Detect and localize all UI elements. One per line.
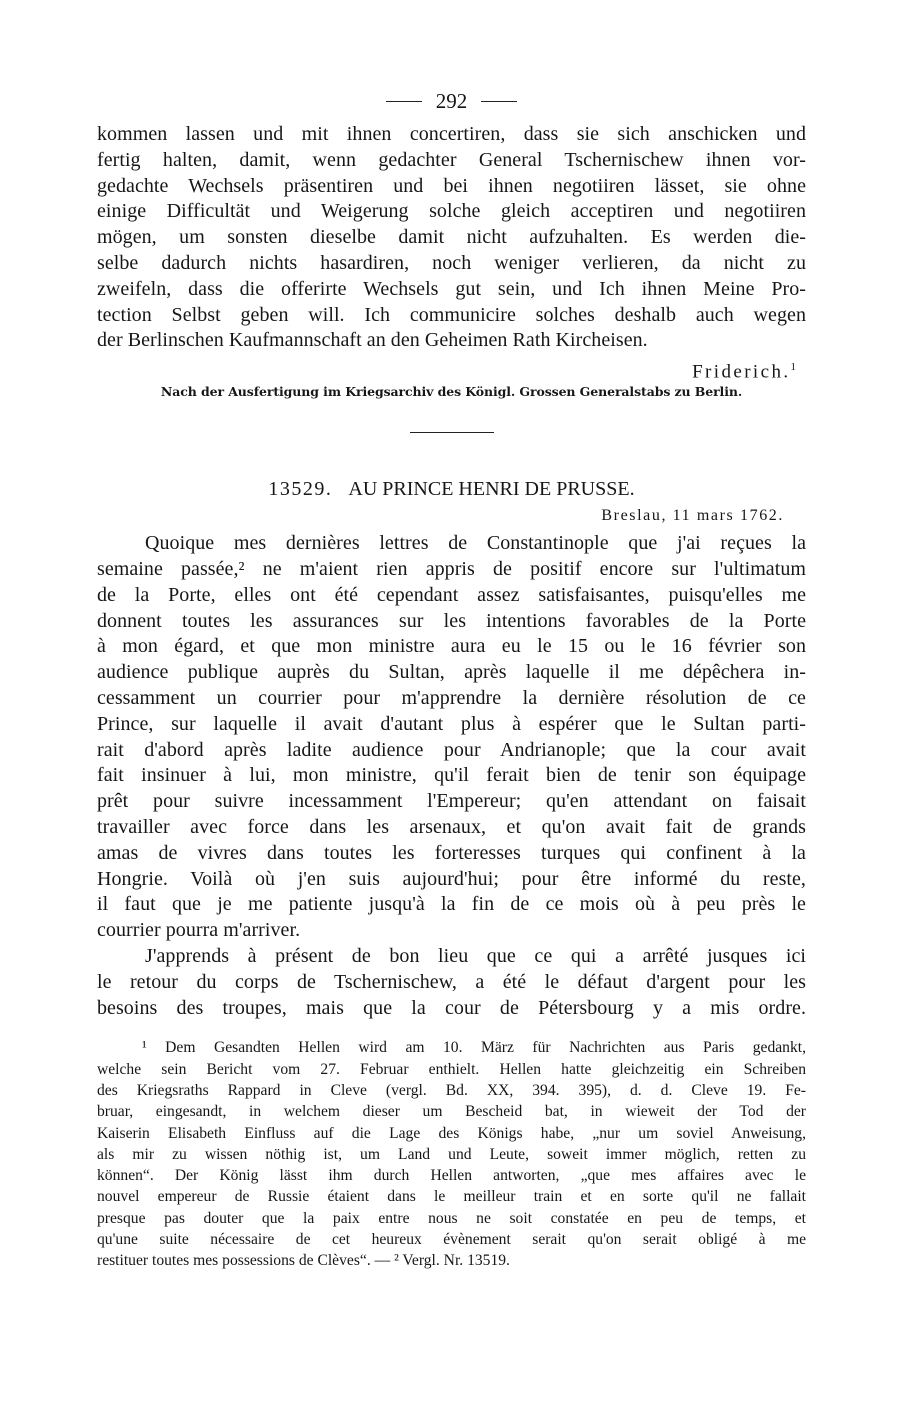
source-note: Nach der Ausfertigung im Kriegsarchiv des Königl. Grossen Generalstabs zu Berlin. <box>160 384 743 400</box>
text-line: travailler avec force dans les arsenaux, et qu'on avait fait de grands <box>97 815 806 838</box>
text-line: zweifeln, dass die offerirte Wechsels gut sein, und Ich ihnen Meine Pro- <box>97 277 806 300</box>
text-line: gedachte Wechsels präsentiren und bei ihnen negotiiren lässet, sie ohne <box>97 174 806 197</box>
footnotes <box>97 1037 806 1271</box>
section-divider <box>410 432 494 433</box>
text-line: amas de vivres dans toutes les forteresses turques qui confinent à la <box>97 841 806 864</box>
text-line: selbe dadurch nichts hasardiren, noch weniger verlieren, da nicht zu <box>97 251 806 274</box>
letter-paragraph-1 <box>97 531 806 944</box>
footnote-line: restituer toutes mes possessions de Clèves“. — ² Vergl. Nr. 13519. <box>97 1252 510 1270</box>
text-line: J'apprends à présent de bon lieu que ce qui a arrêté jusques ici <box>145 944 806 967</box>
page-number: 292 <box>435 89 468 113</box>
signature-name: Friderich. <box>692 361 791 383</box>
text-line: le retour du corps de Tschernischew, a été le défaut d'argent pour les <box>97 970 806 993</box>
document-page <box>97 84 806 1272</box>
header-dash-left <box>386 101 422 102</box>
text-line: rait d'abord après ladite audience pour Andrianople; que la cour avait <box>97 738 806 761</box>
letter-place-date: Breslau, 11 mars 1762. <box>601 507 784 525</box>
text-line: fertig halten, damit, wenn gedachter General Tschernischew ihnen vor- <box>97 148 806 171</box>
signature <box>97 354 806 383</box>
text-line: semaine passée,² ne m'aient rien appris de positif encore sur l'ultimatum <box>97 557 806 580</box>
continued-text <box>97 122 806 354</box>
text-line: tection Selbst geben will. Ich communicire solches deshalb auch wegen <box>97 303 806 326</box>
footnote-line: presque pas douter que la paix entre nous ne soit constatée en peu de temps, et <box>97 1209 806 1227</box>
text-line: cessamment un courrier pour m'apprendre la dernière résolution de ce <box>97 686 806 709</box>
footnote-line: ¹ Dem Gesandten Hellen wird am 10. März für Nachrichten aus Paris gedankt, <box>142 1039 806 1057</box>
letter-paragraph-2 <box>97 944 806 1021</box>
text-line: fait insinuer à lui, mon ministre, qu'il ferait bien de tenir son équipage <box>97 764 806 787</box>
text-line: de la Porte, elles ont été cependant assez satisfaisantes, puisqu'elles me <box>97 583 806 606</box>
text-line: Prince, sur laquelle il avait d'autant plus à espérer que le Sultan parti- <box>97 712 806 735</box>
text-line: mögen, um sonsten dieselbe damit nicht aufzuhalten. Es werden die- <box>97 226 806 249</box>
text-line: il faut que je me patiente jusqu'à la fin de ce mois où à peu près le <box>97 893 806 916</box>
text-line: prêt pour suivre incessamment l'Empereur; qu'en attendant on faisait <box>97 790 806 813</box>
letter-heading <box>97 474 806 504</box>
text-line: audience publique auprès du Sultan, après laquelle il me dépêchera in- <box>97 661 806 684</box>
signature-footnote-ref: 1 <box>790 361 796 374</box>
footnote-line: des Kriegsraths Rappard in Cleve (vergl. Bd. XX, 394. 395), d. d. Cleve 19. Fe- <box>97 1081 806 1099</box>
text-line: donnent toutes les assurances sur les intentions favorables de la Porte <box>97 609 806 632</box>
header-dash-right <box>481 101 517 102</box>
footnote-line: bruar, eingesandt, in welchem dieser um Bescheid bat, in wieweit der Tod der <box>97 1103 806 1121</box>
letter-title: AU PRINCE HENRI DE PRUSSE. <box>348 478 635 501</box>
footnote-line: qu'une suite nécessaire de cet heureux évènement serait qu'on serait obligé à me <box>97 1230 806 1248</box>
text-line: einige Difficultät und Weigerung solche gleich acceptiren und negotiiren <box>97 200 806 223</box>
text-line: Hongrie. Voilà où j'en suis aujourd'hui; pour être informé du reste, <box>97 867 806 890</box>
footnote-line: welche sein Bericht vom 27. Februar enthielt. Hellen hatte gleichzeitig ein Schreiben <box>97 1060 806 1078</box>
footnote-line: können“. Der König lässt ihm durch Hellen antworten, „que mes affaires avec le <box>97 1167 806 1185</box>
text-line: der Berlinschen Kaufmannschaft an den Geheimen Rath Kircheisen. <box>97 329 648 352</box>
text-line: à mon égard, et que mon ministre aura eu le 15 ou le 16 février son <box>97 635 806 658</box>
letter-number: 13529. <box>268 478 333 501</box>
footnote-line: als mir zu wissen nöthig ist, um Land und Leute, soweit immer möglich, retten zu <box>97 1145 806 1163</box>
page-header <box>97 84 806 118</box>
text-line: Quoique mes dernières lettres de Constantinople que j'ai reçues la <box>145 532 806 555</box>
footnote-line: Kaiserin Elisabeth Einfluss auf die Lage des Königs habe, „nur um soviel Anweisung, <box>97 1124 806 1142</box>
text-line: kommen lassen und mit ihnen concertiren, dass sie sich anschicken und <box>97 123 806 145</box>
text-line: besoins des troupes, mais que la cour de Pétersbourg y a mis ordre. <box>97 996 806 1019</box>
footnote-line: nouvel empereur de Russie étaient dans le meilleur train et en sorte qu'il ne fallait <box>97 1188 806 1206</box>
text-line: courrier pourra m'arriver. <box>97 919 301 942</box>
